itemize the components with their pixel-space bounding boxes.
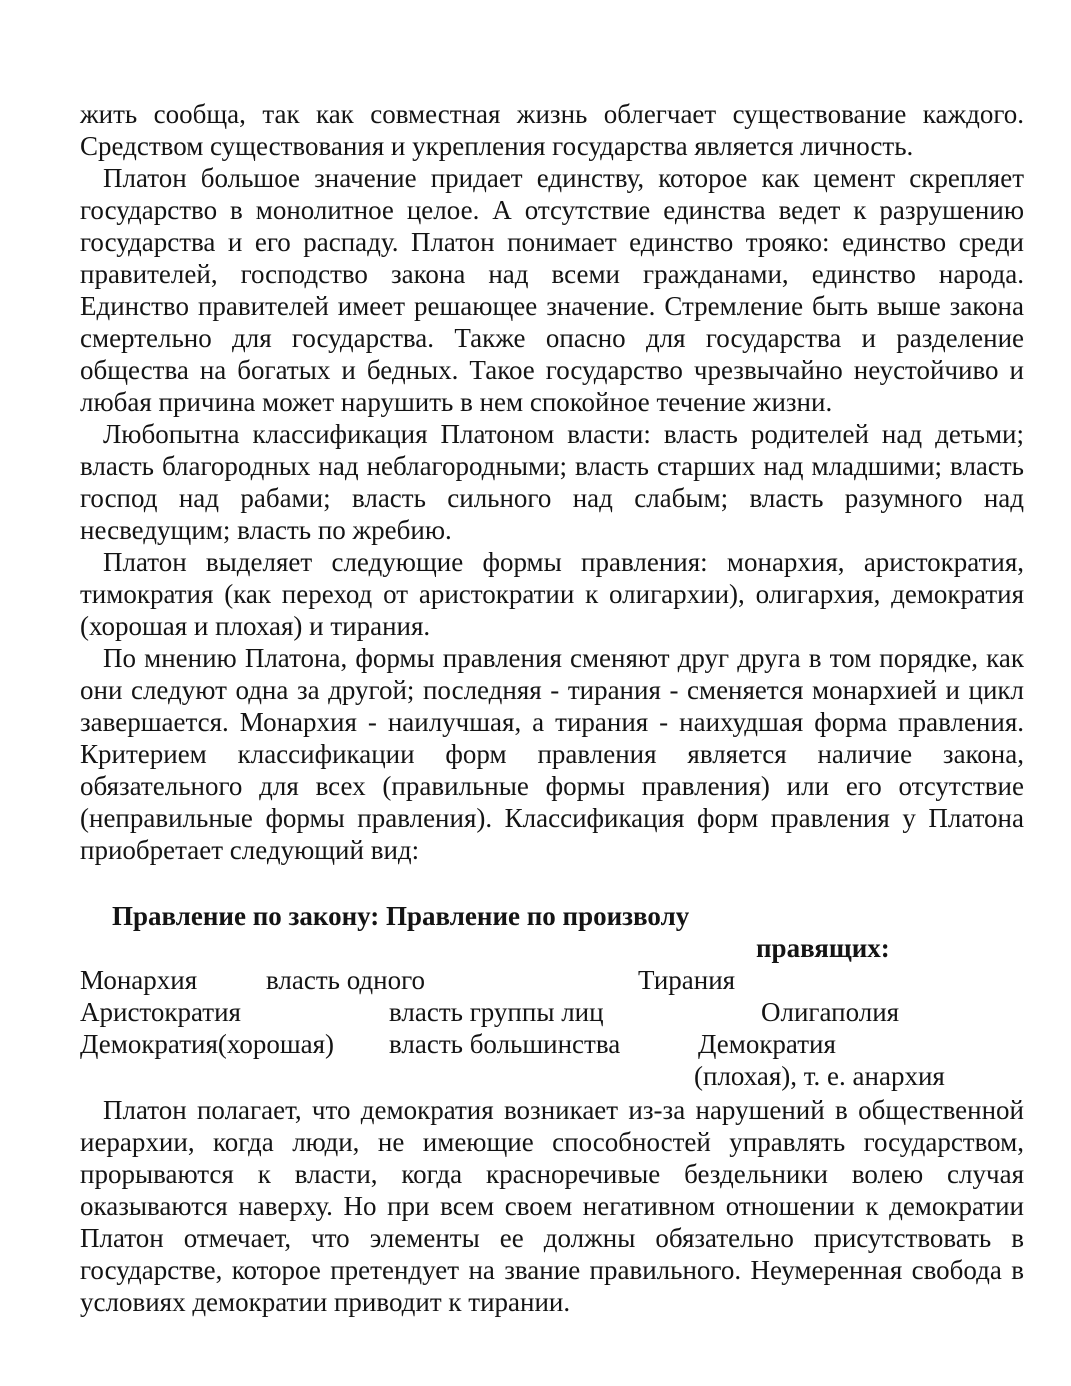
paragraph-1: жить сообща, так как совместная жизнь облегчает существование каждого. Средством существования и укрепления государства является личность. [80, 99, 1024, 161]
scheme-rule-type: власть большинства [389, 1029, 621, 1059]
paragraph-4: Платон выделяет следующие формы правления: монархия, аристократия, тимократия (как переход от аристократии к олигархии), олигархия, демократия (хорошая и плохая) и тирания. [80, 547, 1024, 641]
scheme-arbitrary-form-continuation: (плохая), т. е. анархия [694, 1061, 945, 1091]
paragraph-5: По мнению Платона, формы правления сменяют друг друга в том порядке, как они следуют одна за другой; последняя - тирания - сменяется монархией и цикл завершается. Монархия - наилучшая, а тирания - наихудшая форма правления. Критерием классификации форм правления является наличие закона, обязательного для всех (правильные формы правления) или его отсутствие (неправильные формы правления). Классификация форм правления у Платона приобретает следующий вид: [80, 643, 1024, 865]
scheme-rule-type: власть одного [266, 965, 426, 995]
scheme-heading: Правление по закону: Правление по произволу [112, 901, 690, 931]
paragraph-2: Платон большое значение придает единству, которое как цемент скрепляет государство в монолитное целое. А отсутствие единства ведет к разрушению государства и его распаду. Платон понимает единство трояко: единство среди правителей, господство закона над всеми гражданами, единство народа. Единство правителей имеет решающее значение. Стремление быть выше закона смертельно для государства. Также опасно для государства и разделение общества на богатых и бедных. Такое государство чрезвычайно неустойчиво и любая причина может нарушить в нем спокойное течение жизни. [80, 163, 1024, 417]
scheme-heading-continuation: правящих: [756, 933, 890, 963]
scheme-lawful-form: Аристократия [80, 997, 241, 1027]
scheme-arbitrary-form: Олигаполия [761, 997, 900, 1027]
government-forms-scheme [80, 900, 1024, 1090]
scheme-rule-type: власть группы лиц [389, 997, 604, 1027]
scheme-lawful-form: Демократия(хорошая) [80, 1029, 335, 1059]
paragraph-3: Любопытна классификация Платоном власти: власть родителей над детьми; власть благородных над неблагородными; власть старших над младшими; власть господ над рабами; власть сильного над слабым; власть разумного над несведущим; власть по жребию. [80, 419, 1024, 545]
scheme-arbitrary-form: Тирания [638, 965, 736, 995]
scheme-lawful-form: Монархия [80, 965, 198, 995]
document-page [80, 98, 1024, 1318]
scheme-arbitrary-form: Демократия [698, 1029, 836, 1059]
paragraph-6: Платон полагает, что демократия возникает из-за нарушений в общественной иерархии, когда люди, не имеющие способностей управлять государством, прорываются к власти, когда красноречивые бездельники волею случая оказываются наверху. Но при всем своем негативном отношении к демократии Платон отмечает, что элементы ее должны обязательно присутствовать в государстве, которое претендует на звание правильного. Неумеренная свобода в условиях демократии приводит к тирании. [80, 1095, 1024, 1317]
